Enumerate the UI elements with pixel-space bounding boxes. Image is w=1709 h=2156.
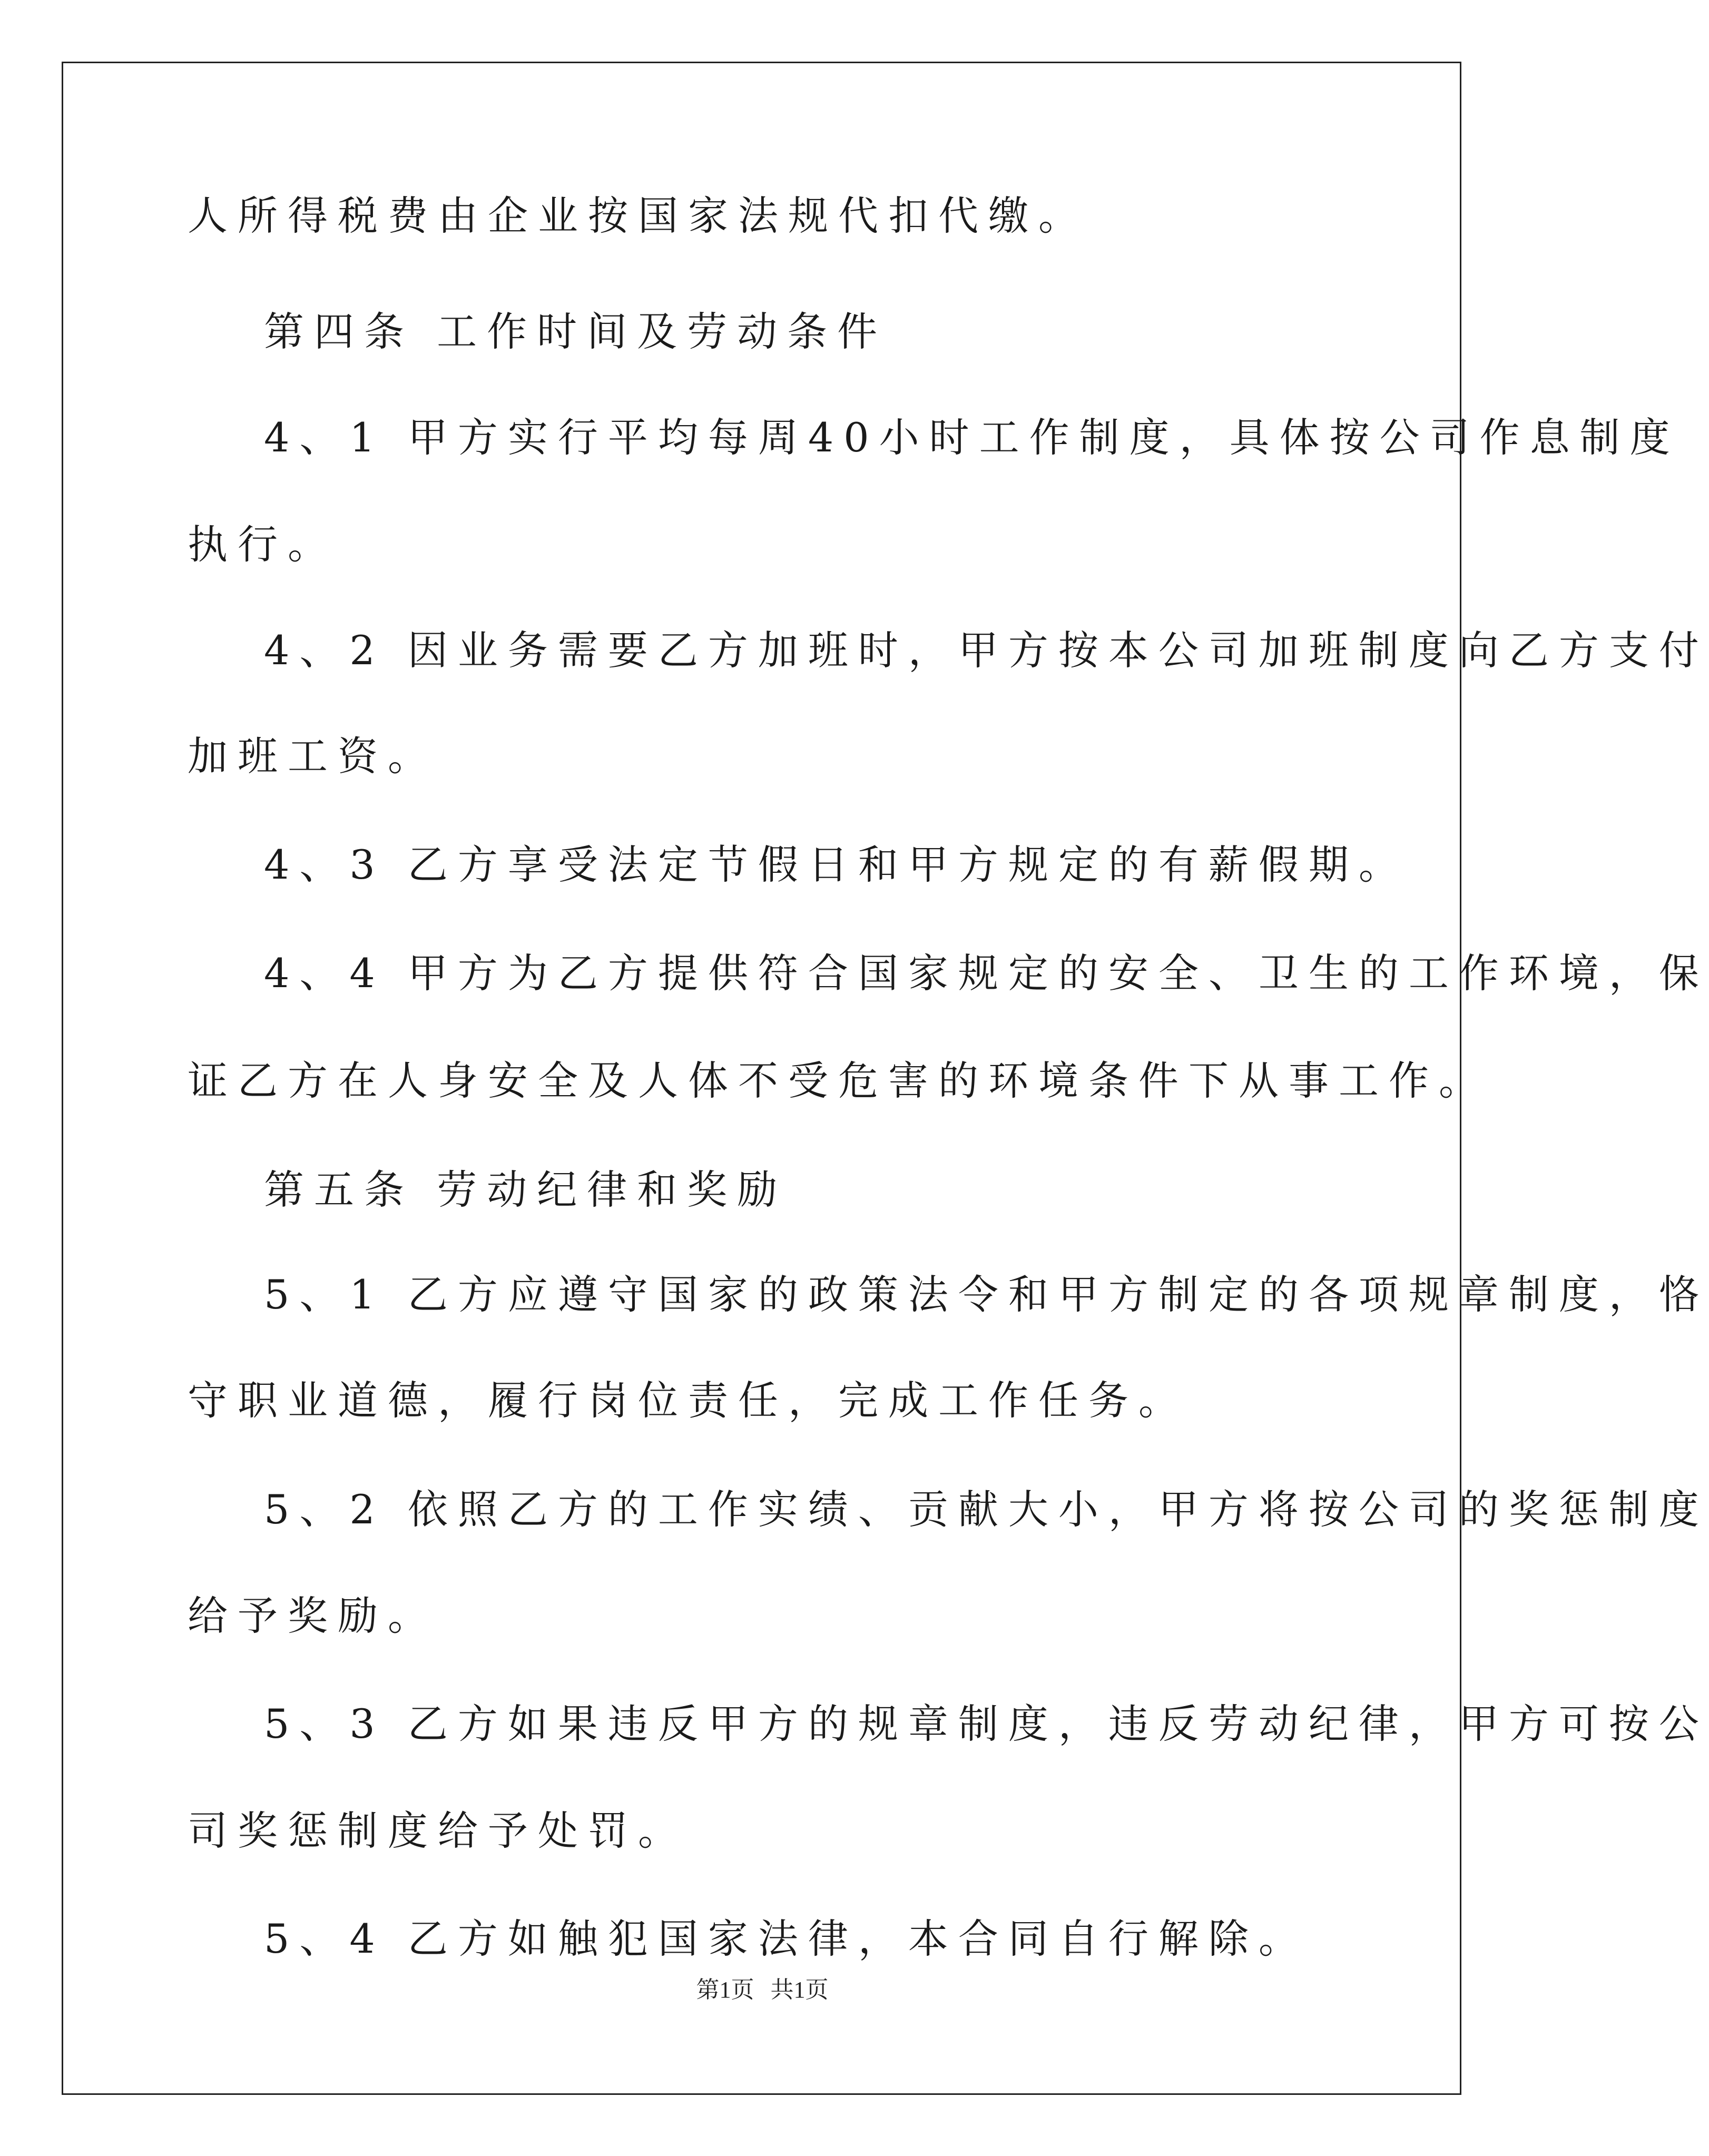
paragraph-line: 守职业道德，履行岗位责任，完成工作任务。 <box>188 1377 1189 1424</box>
paragraph-line: 5、4 乙方如触犯国家法律，本合同自行解除。 <box>264 1915 1309 1962</box>
paragraph-line: 给予奖励。 <box>188 1592 438 1639</box>
paragraph-line: 4、2 因业务需要乙方加班时，甲方按本公司加班制度向乙方支付 <box>264 627 1709 674</box>
page-total: 共1页 <box>770 1977 829 2003</box>
paragraph-line: 4、3 乙方享受法定节假日和甲方规定的有薪假期。 <box>264 841 1409 888</box>
paragraph-line: 司奖惩制度给予处罚。 <box>188 1807 688 1854</box>
paragraph-line: 执行。 <box>188 521 338 568</box>
page-number: 第1页 <box>696 1977 754 2003</box>
paragraph-line: 5、3 乙方如果违反甲方的规章制度，违反劳动纪律，甲方可按公 <box>264 1700 1709 1747</box>
paragraph-line: 4、4 甲方为乙方提供符合国家规定的安全、卫生的工作环境，保 <box>264 950 1709 997</box>
paragraph-line: 人所得税费由企业按国家法规代扣代缴。 <box>188 192 1088 239</box>
paragraph-line: 5、2 依照乙方的工作实绩、贡献大小，甲方将按公司的奖惩制度 <box>264 1486 1709 1533</box>
page-footer <box>0 1978 1525 2002</box>
paragraph-line: 证乙方在人身安全及人体不受危害的环境条件下从事工作。 <box>188 1057 1489 1104</box>
paragraph-line: 4、1 甲方实行平均每周40小时工作制度，具体按公司作息制度 <box>264 414 1680 461</box>
paragraph-line: 加班工资。 <box>188 733 438 780</box>
section-heading: 第四条 工作时间及劳动条件 <box>264 308 888 355</box>
paragraph-line: 5、1 乙方应遵守国家的政策法令和甲方制定的各项规章制度，恪 <box>264 1271 1709 1318</box>
section-heading: 第五条 劳动纪律和奖励 <box>264 1166 788 1213</box>
